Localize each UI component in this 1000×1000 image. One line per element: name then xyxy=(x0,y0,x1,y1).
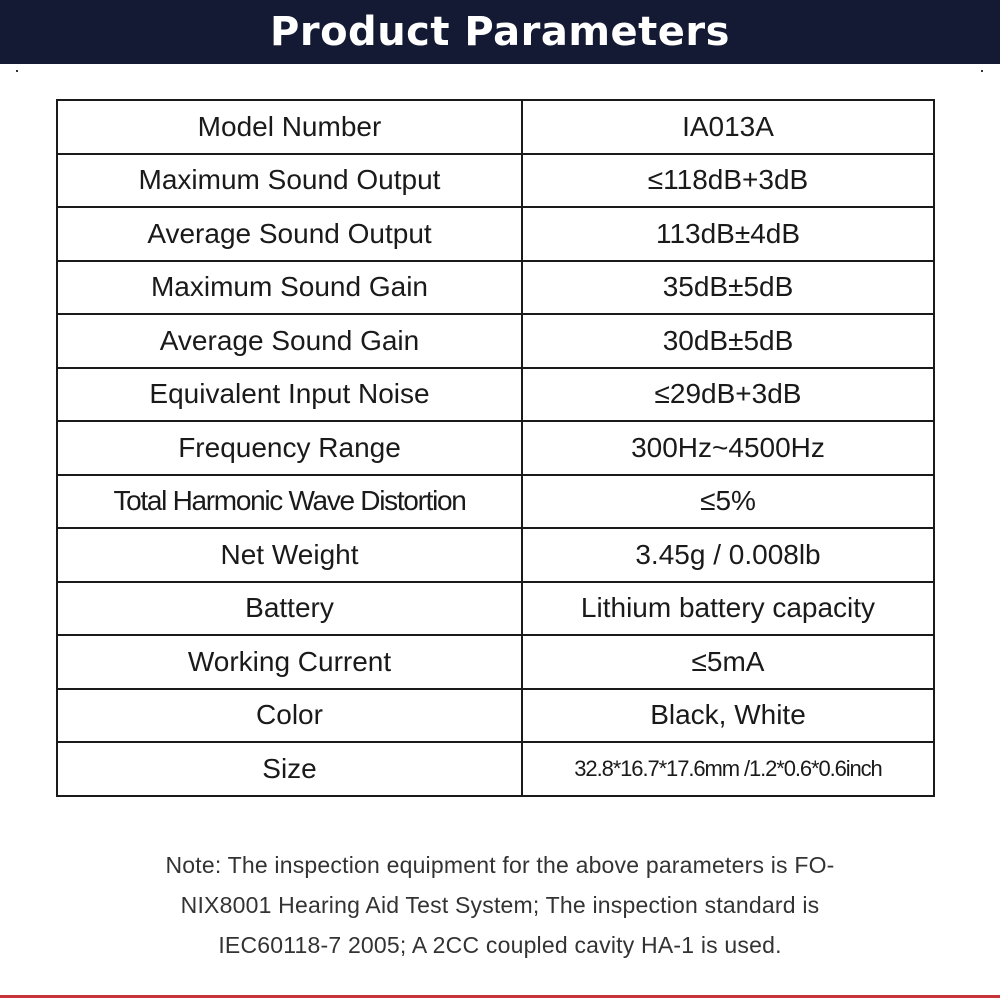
spec-value: ≤5mA xyxy=(522,635,934,689)
spec-value: ≤5% xyxy=(522,475,934,529)
spec-label: Average Sound Output xyxy=(57,207,522,261)
spec-value: ≤29dB+3dB xyxy=(522,368,934,422)
spec-value: 32.8*16.7*17.6mm /1.2*0.6*0.6inch xyxy=(522,742,934,796)
spec-label: Battery xyxy=(57,582,522,636)
spec-value: 300Hz~4500Hz xyxy=(522,421,934,475)
table-row xyxy=(57,207,934,261)
spec-table xyxy=(56,99,935,797)
spec-label: Working Current xyxy=(57,635,522,689)
spec-value: ≤118dB+3dB xyxy=(522,154,934,208)
note-line: Note: The inspection equipment for the above parameters is FO- xyxy=(165,852,835,878)
corner-dot-right xyxy=(981,70,983,72)
table-row xyxy=(57,154,934,208)
table-row xyxy=(57,742,934,796)
spec-label: Maximum Sound Gain xyxy=(57,261,522,315)
spec-label: Average Sound Gain xyxy=(57,314,522,368)
note-line: NIX8001 Hearing Aid Test System; The inspection standard is xyxy=(180,892,820,918)
table-row xyxy=(57,582,934,636)
table-row xyxy=(57,100,934,154)
inspection-note xyxy=(90,845,910,965)
spec-label: Net Weight xyxy=(57,528,522,582)
table-row xyxy=(57,528,934,582)
spec-value: Lithium battery capacity xyxy=(522,582,934,636)
spec-label: Total Harmonic Wave Distortion xyxy=(57,475,522,529)
table-row xyxy=(57,475,934,529)
corner-dot-left xyxy=(16,70,18,72)
spec-value: 35dB±5dB xyxy=(522,261,934,315)
spec-label: Color xyxy=(57,689,522,743)
spec-label: Maximum Sound Output xyxy=(57,154,522,208)
spec-value: 30dB±5dB xyxy=(522,314,934,368)
table-row xyxy=(57,368,934,422)
table-row xyxy=(57,635,934,689)
spec-value: 113dB±4dB xyxy=(522,207,934,261)
table-row xyxy=(57,261,934,315)
spec-value: IA013A xyxy=(522,100,934,154)
spec-value: Black, White xyxy=(522,689,934,743)
footer-accent-line xyxy=(0,995,1000,998)
table-row xyxy=(57,421,934,475)
table-row xyxy=(57,314,934,368)
table-row xyxy=(57,689,934,743)
spec-label: Model Number xyxy=(57,100,522,154)
header-banner xyxy=(0,0,1000,64)
spec-label: Equivalent Input Noise xyxy=(57,368,522,422)
spec-label: Frequency Range xyxy=(57,421,522,475)
page-title: Product Parameters xyxy=(270,9,730,55)
note-line: IEC60118-7 2005; A 2CC coupled cavity HA-1 is used. xyxy=(218,932,782,958)
spec-value: 3.45g / 0.008lb xyxy=(522,528,934,582)
spec-label: Size xyxy=(57,742,522,796)
